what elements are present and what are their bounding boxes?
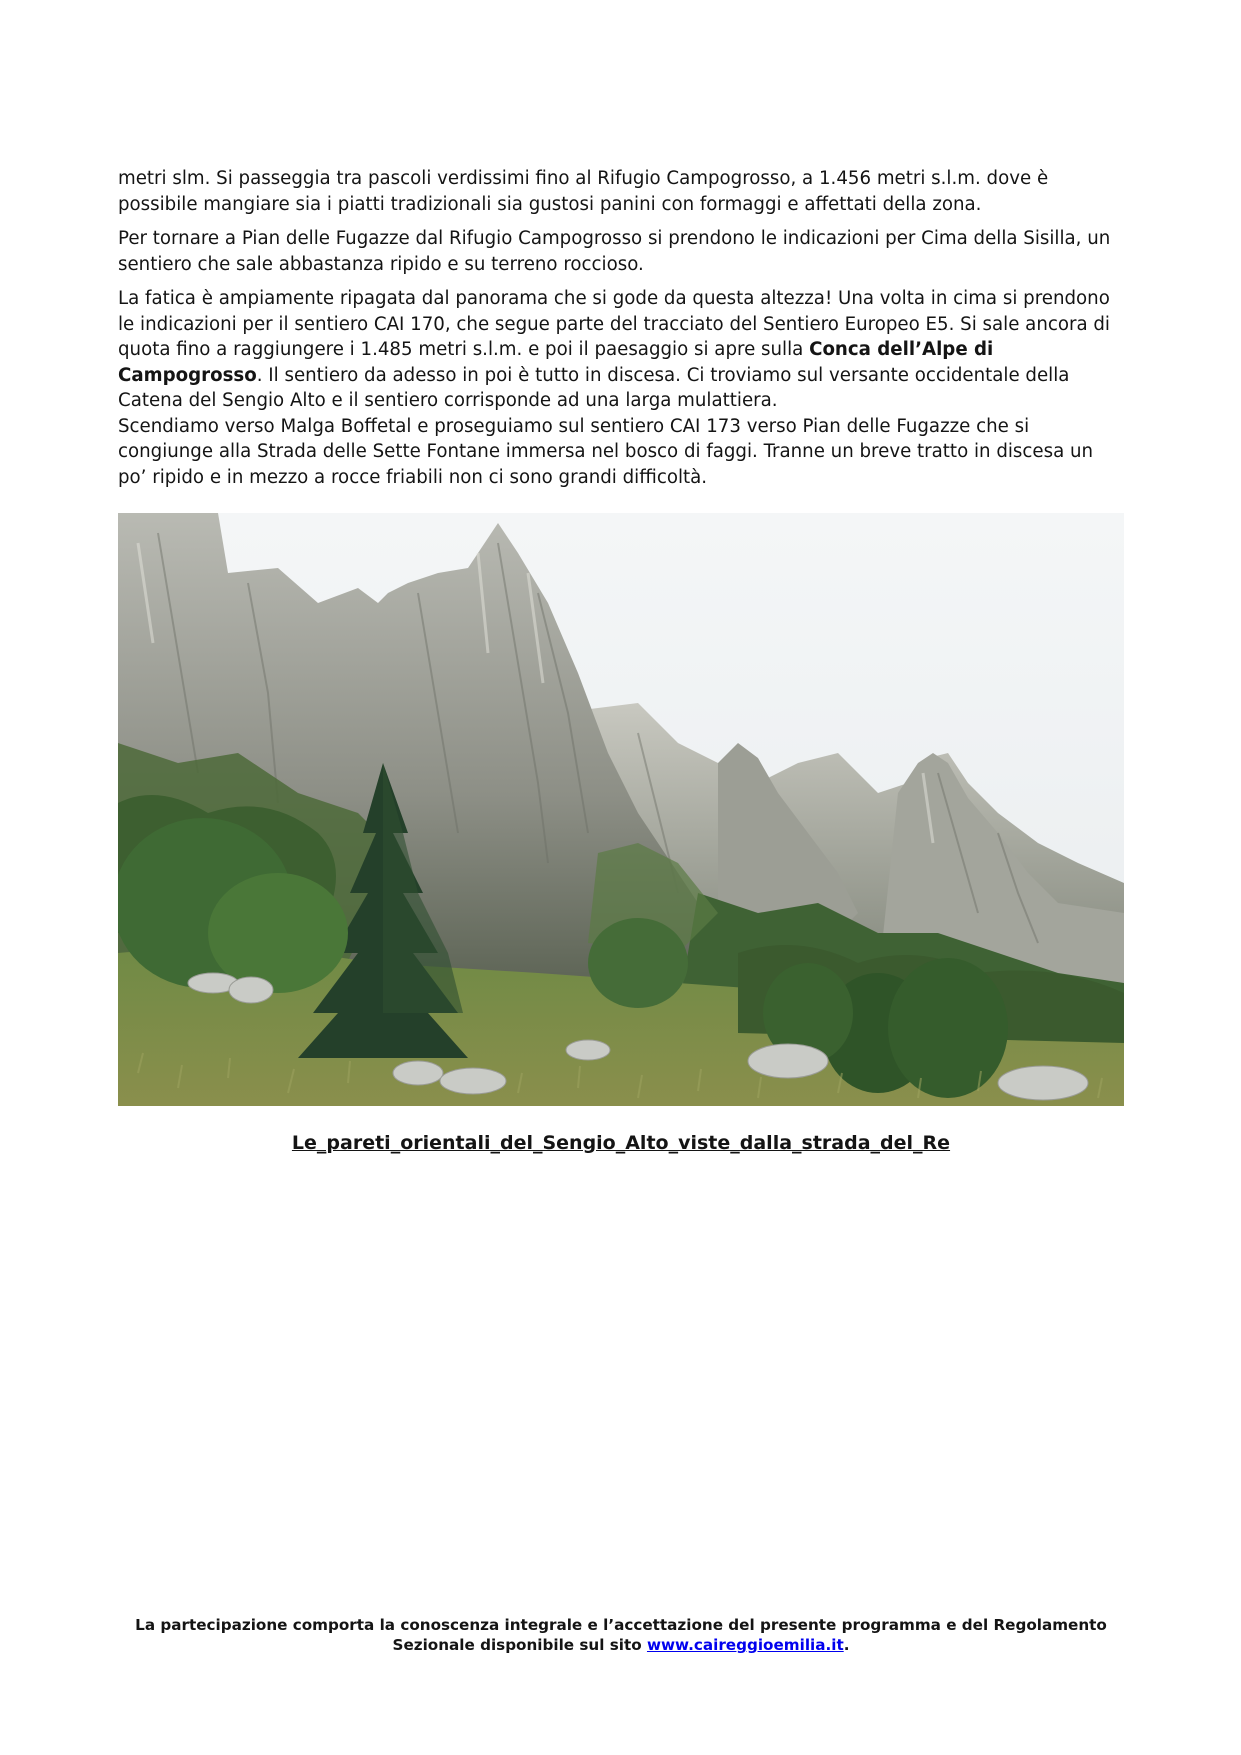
- footer-notice: [118, 1615, 1124, 1655]
- paragraph-return-route: Per tornare a Pian delle Fugazze dal Rifugio Campogrosso si prendono le indicazioni per Cima della Sisilla, un sentiero che sale abbastanza ripido e su terreno roccioso.: [118, 228, 1111, 275]
- footer-text: La partecipazione comporta la conoscenza integrale e l’accettazione del presente programma e del Regolamento Sezionale disponibile sul sito: [135, 1616, 1107, 1654]
- mountain-photo: [118, 513, 1124, 1106]
- paragraph-panorama-text: La fatica è ampiamente ripagata dal panorama che si gode da questa altezza! Una volta in cima si prendono le indicazioni per il sentiero CAI 170, che segue parte del tracciato del Sentiero Europeo E5. Si sale ancora di quota fino a raggiungere i 1.485 metri s.l.m. e poi il paesaggio si apre sulla: [118, 288, 1110, 360]
- conca-alpe-highlight: Conca dell’Alpe di Campogrosso: [118, 339, 994, 386]
- footer-text-end: .: [843, 1636, 850, 1654]
- paragraph-rifugio-campogrosso: metri slm. Si passeggia tra pascoli verdissimi fino al Rifugio Campogrosso, a 1.456 metri s.l.m. dove è possibile mangiare sia i piatti tradizionali sia gustosi panini con formaggi e affettati della zona.: [118, 168, 1049, 215]
- paragraph-descent: Scendiamo verso Malga Boffetal e proseguiamo sul sentiero CAI 173 verso Pian delle Fugazze che si congiunge alla Strada delle Sette Fontane immersa nel bosco di faggi. Tranne un breve tratto in discesa un po’ ripido e in mezzo a rocce friabili non ci sono grandi difficoltà.: [118, 415, 1094, 488]
- cai-website-link[interactable]: www.caireggioemilia.it: [646, 1636, 844, 1654]
- paragraph-panorama: [118, 286, 1123, 414]
- paragraph-panorama-text-end: . Il sentiero da adesso in poi è tutto in discesa. Ci troviamo sul versante occidentale della Catena del Sengio Alto e il sentiero corrisponde ad una larga mulattiera.: [118, 364, 1070, 411]
- sengio-alto-landscape-image: [118, 513, 1124, 1106]
- article-body: [118, 166, 1123, 499]
- photo-caption: Le_pareti_orientali_del_Sengio_Alto_viste_dalla_strada_del_Re: [291, 1132, 951, 1154]
